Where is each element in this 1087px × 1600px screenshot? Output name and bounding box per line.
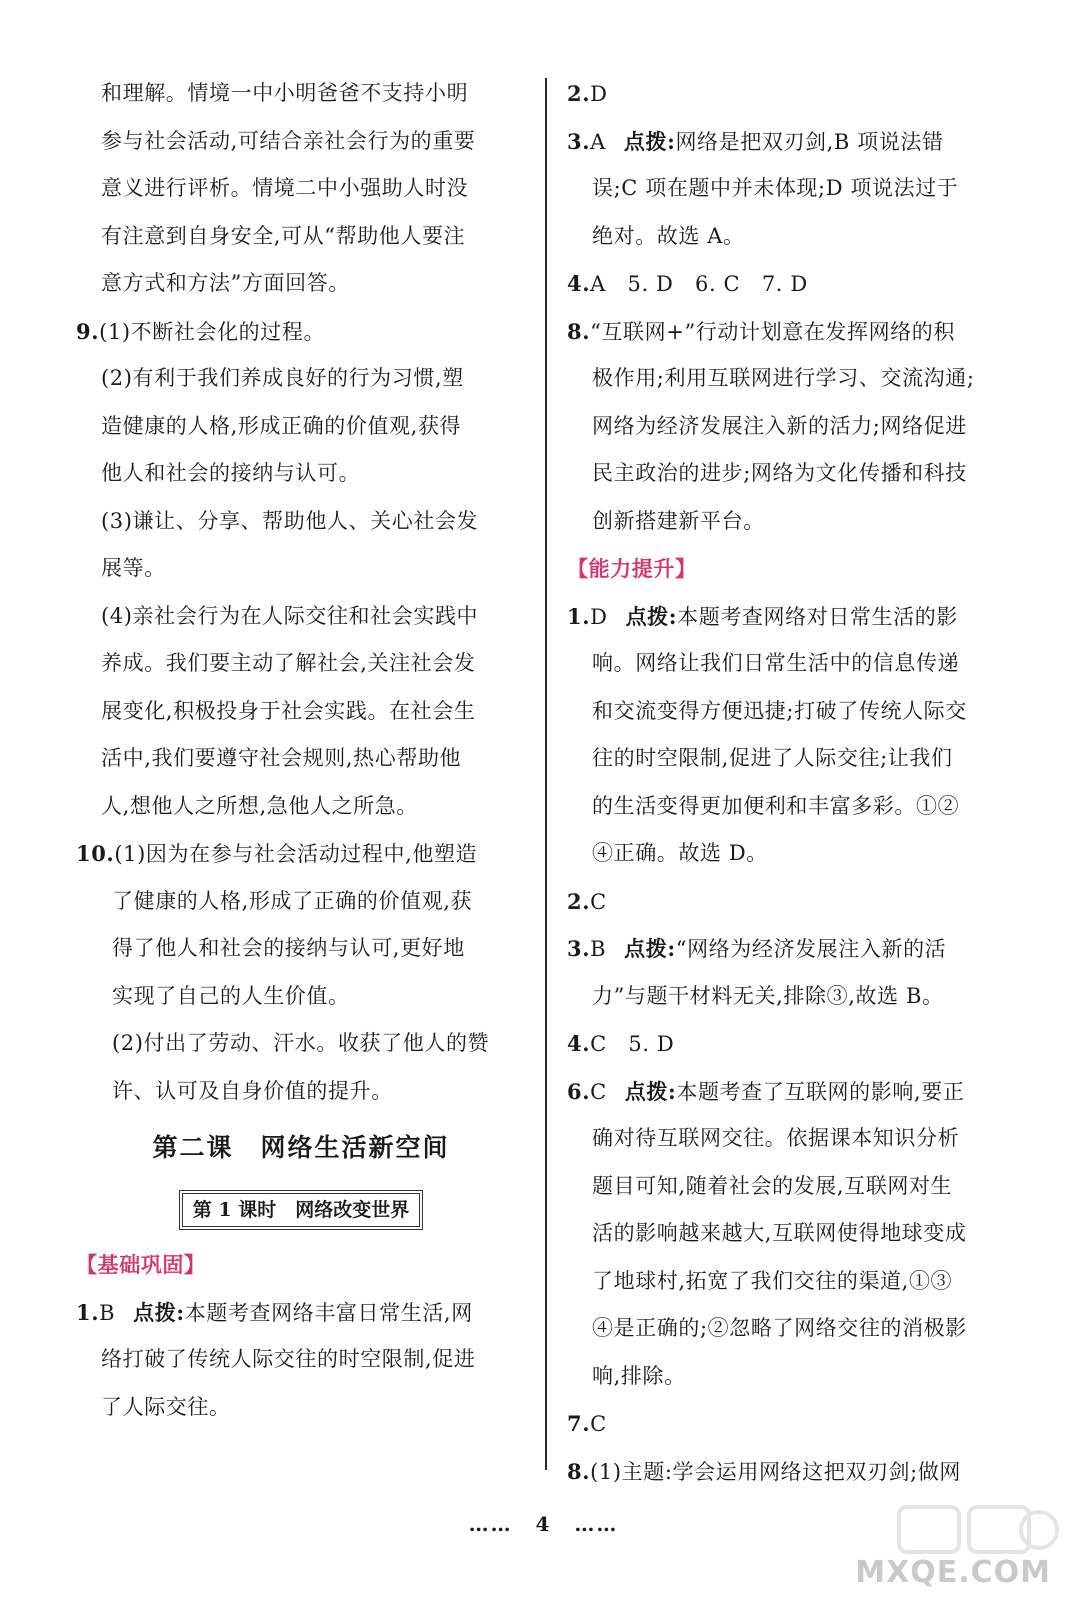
answer-text: 误;C 项在题中并未体现;D 项说法过于 bbox=[592, 176, 959, 200]
answer-text: 络打破了传统人际交往的时空限制,促进 bbox=[101, 1347, 476, 1371]
question-number: 6. bbox=[567, 1078, 591, 1104]
text-line bbox=[567, 1258, 1023, 1306]
text-line bbox=[567, 783, 1023, 831]
answer-text: C bbox=[590, 1412, 607, 1436]
answer-text: B bbox=[99, 1300, 116, 1325]
text-line bbox=[567, 1115, 1023, 1163]
hint-text: “网络为经济发展注入新的活 bbox=[675, 937, 947, 961]
answer-text: 意义进行评析。情境二中小强助人时没 bbox=[101, 176, 469, 200]
answer-text: 展等。 bbox=[101, 556, 166, 580]
answer-item bbox=[567, 1448, 1023, 1496]
text-line bbox=[567, 450, 1023, 498]
text-line bbox=[76, 1068, 526, 1116]
answer-text: 的生活变得更加便利和丰富多彩。①② bbox=[592, 793, 960, 818]
text-line bbox=[76, 450, 526, 498]
answer-text: 展变化,积极投身于社会实践。在社会生 bbox=[101, 698, 476, 723]
answer-text: A bbox=[590, 129, 606, 154]
answer-text: 响,排除。 bbox=[592, 1363, 686, 1388]
text-line bbox=[567, 973, 1023, 1021]
question-number: 4. bbox=[567, 1031, 591, 1056]
text-line bbox=[567, 830, 1023, 878]
column-divider bbox=[545, 78, 547, 1470]
lesson-title: 第二课 网络生活新空间 bbox=[152, 1133, 450, 1162]
hint-text: 网络是把双刃剑,B 项说法错 bbox=[675, 129, 944, 154]
answer-text: 有注意到自身安全,可从“帮助他人要注 bbox=[101, 223, 466, 248]
answer-text: 参与社会活动,可结合亲社会行为的重要 bbox=[101, 128, 476, 153]
answer-text: 得了他人和社会的接纳与认可,更好地 bbox=[112, 936, 465, 960]
question-number: 4. bbox=[567, 271, 591, 296]
answer-text: 民主政治的进步;网络为文化传播和科技 bbox=[592, 461, 967, 485]
hint-text: 本题考查网络对日常生活的影 bbox=[677, 604, 958, 629]
hint-text: 本题考查了互联网的影响,要正 bbox=[676, 1079, 965, 1104]
answer-text: 实现了自己的人生价值。 bbox=[112, 983, 350, 1008]
answer-text: 活中,我们要遵守社会规则,热心帮助他 bbox=[101, 746, 462, 770]
answer-text: 了人际交往。 bbox=[101, 1394, 231, 1419]
answer-text: 了健康的人格,形成了正确的价值观,获 bbox=[112, 888, 473, 913]
answer-item bbox=[567, 260, 1023, 308]
answer-text: (1)不断社会化的过程。 bbox=[99, 319, 326, 344]
text-line bbox=[76, 878, 526, 926]
text-line bbox=[76, 1384, 526, 1432]
text-line bbox=[76, 1336, 526, 1384]
answer-text: A 5. D 6. C 7. D bbox=[590, 272, 808, 296]
left-column bbox=[76, 70, 526, 1431]
answer-text: ④正确。故选 D。 bbox=[592, 841, 768, 865]
answer-text: C 5. D bbox=[590, 1032, 675, 1056]
hint-label: 点拨: bbox=[623, 128, 676, 154]
question-number: 1. bbox=[567, 603, 591, 629]
text-line bbox=[76, 70, 526, 118]
answer-item bbox=[567, 593, 1023, 641]
text-line bbox=[76, 213, 526, 261]
question-number: 2. bbox=[567, 888, 591, 914]
answer-item bbox=[567, 925, 1023, 973]
question-number: 1. bbox=[76, 1299, 100, 1325]
text-line bbox=[76, 783, 526, 831]
footer-dots-left: …… bbox=[468, 1512, 513, 1536]
question-number: 9. bbox=[76, 318, 100, 344]
question-number: 7. bbox=[567, 1411, 591, 1436]
answer-text: 造健康的人格,形成正确的价值观,获得 bbox=[101, 413, 462, 438]
text-line bbox=[76, 593, 526, 641]
watermark-text: MXQE.COM bbox=[855, 1555, 1051, 1590]
answer-text: 活的影响越来越大,互联网使得地球变成 bbox=[592, 1221, 967, 1245]
answer-text: 力”与题干材料无关,排除③,故选 B。 bbox=[592, 983, 944, 1008]
answer-text: 意方式和方法”方面回答。 bbox=[101, 271, 350, 295]
answer-item bbox=[76, 1289, 526, 1337]
answer-text: 网络为经济发展注入新的活力;网络促进 bbox=[592, 413, 967, 438]
text-line bbox=[567, 165, 1023, 213]
text-line bbox=[567, 403, 1023, 451]
hint-label: 点拨: bbox=[133, 1299, 185, 1325]
text-line bbox=[76, 165, 526, 213]
answer-text: (1)主题:学会运用网络这把双刃剑;做网 bbox=[590, 1459, 962, 1484]
period-heading bbox=[76, 1181, 526, 1241]
text-line bbox=[567, 355, 1023, 403]
text-line bbox=[76, 355, 526, 403]
section-heading: 【能力提升】 bbox=[567, 556, 697, 581]
right-column bbox=[567, 70, 1023, 1495]
answer-text: 创新搭建新平台。 bbox=[592, 508, 765, 533]
answer-item bbox=[567, 308, 1023, 356]
answer-item bbox=[567, 1068, 1023, 1116]
text-line bbox=[567, 1163, 1023, 1211]
answer-text: 绝对。故选 A。 bbox=[592, 223, 745, 248]
answer-text: B bbox=[590, 937, 607, 961]
answer-text: D bbox=[590, 604, 608, 629]
question-number: 2. bbox=[567, 81, 591, 106]
hint-text: 本题考查网络丰富日常生活,网 bbox=[184, 1300, 473, 1325]
answer-text: 和交流变得方便迅捷;打破了传统人际交 bbox=[592, 698, 967, 723]
answer-text: (3)谦让、分享、帮助他人、关心社会发 bbox=[101, 508, 479, 533]
answer-item bbox=[567, 118, 1023, 166]
text-line bbox=[567, 498, 1023, 546]
period-title: 第 1 课时 网络改变世界 bbox=[182, 1193, 420, 1227]
text-line bbox=[76, 118, 526, 166]
answer-text: (2)有利于我们养成良好的行为习惯,塑 bbox=[101, 366, 464, 390]
text-line bbox=[567, 735, 1023, 783]
text-line bbox=[567, 1353, 1023, 1401]
answer-text: (2)付出了劳动、汗水。收获了他人的赞 bbox=[112, 1031, 490, 1055]
text-line bbox=[567, 1305, 1023, 1353]
question-number: 10. bbox=[76, 841, 115, 866]
answer-text: 他人和社会的接纳与认可。 bbox=[101, 461, 361, 485]
answer-item bbox=[567, 1400, 1023, 1448]
question-number: 3. bbox=[567, 936, 591, 961]
section-heading: 【基础巩固】 bbox=[76, 1252, 206, 1277]
answer-text: ④是正确的;②忽略了网络交往的消极影 bbox=[592, 1316, 967, 1340]
answer-text: C bbox=[590, 1079, 607, 1104]
text-line bbox=[76, 403, 526, 451]
text-line bbox=[76, 688, 526, 736]
answer-text: 题目可知,随着社会的发展,互联网对生 bbox=[592, 1173, 953, 1198]
answer-text: 许、认可及自身价值的提升。 bbox=[112, 1078, 393, 1103]
text-line bbox=[76, 498, 526, 546]
hint-label: 点拨: bbox=[625, 603, 678, 629]
answer-text: 了地球村,拓宽了我们交往的渠道,①③ bbox=[592, 1268, 953, 1293]
text-line bbox=[76, 545, 526, 593]
answer-text: (4)亲社会行为在人际交往和社会实践中 bbox=[101, 603, 479, 628]
page-number: 4 bbox=[535, 1512, 552, 1536]
text-line bbox=[567, 688, 1023, 736]
answer-item bbox=[76, 308, 526, 356]
question-number: 8. bbox=[567, 318, 591, 344]
question-number: 3. bbox=[567, 128, 591, 154]
answer-text: 养成。我们要主动了解社会,关注社会发 bbox=[101, 651, 476, 675]
hint-label: 点拨: bbox=[624, 1078, 677, 1104]
footer-dots-right: …… bbox=[574, 1512, 619, 1536]
text-line bbox=[76, 260, 526, 308]
text-line bbox=[76, 973, 526, 1021]
text-line bbox=[76, 925, 526, 973]
hint-label: 点拨: bbox=[624, 936, 676, 961]
answer-item bbox=[76, 830, 526, 878]
answer-item bbox=[567, 878, 1023, 926]
answer-text: 往的时空限制,促进了人际交往;让我们 bbox=[592, 746, 953, 770]
answer-item bbox=[567, 70, 1023, 118]
question-number: 8. bbox=[567, 1458, 591, 1484]
answer-text: C bbox=[590, 889, 607, 914]
text-line bbox=[567, 1210, 1023, 1258]
answer-text: D bbox=[590, 82, 608, 106]
text-line bbox=[76, 1020, 526, 1068]
answer-text: (1)因为在参与社会活动过程中,他塑造 bbox=[114, 842, 478, 866]
text-line bbox=[567, 640, 1023, 688]
answer-item bbox=[567, 1020, 1023, 1068]
answer-text: 和理解。情境一中小明爸爸不支持小明 bbox=[101, 81, 469, 105]
answer-text: 确对待互联网交往。依据课本知识分析 bbox=[592, 1126, 960, 1150]
text-line bbox=[567, 213, 1023, 261]
answer-text: “互联网+”行动计划意在发挥网络的积 bbox=[590, 319, 955, 344]
text-line bbox=[76, 640, 526, 688]
text-line bbox=[76, 735, 526, 783]
answer-text: 极作用;利用互联网进行学习、交流沟通; bbox=[592, 366, 975, 390]
answer-text: 人,想他人之所想,急他人之所急。 bbox=[101, 793, 418, 818]
answer-text: 响。网络让我们日常生活中的信息传递 bbox=[592, 651, 960, 675]
